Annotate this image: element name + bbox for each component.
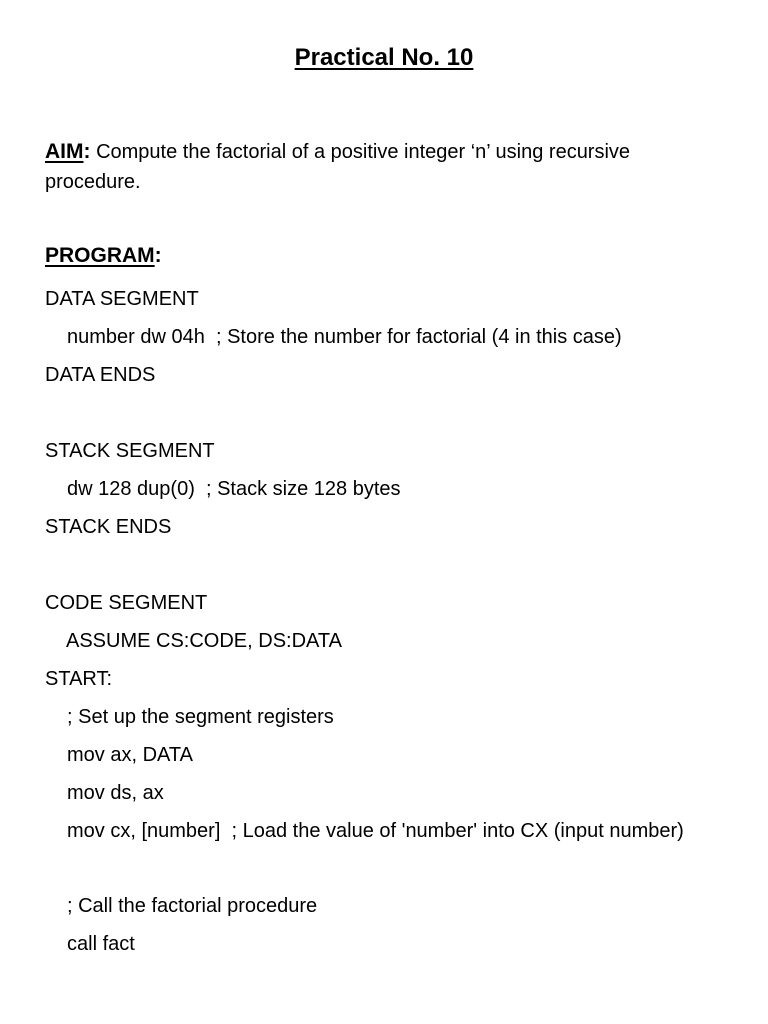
code-line: dw 128 dup(0) ; Stack size 128 bytes [67,478,401,500]
code-line: number dw 04h ; Store the number for factorial (4 in this case) [67,326,622,348]
program-label-text: PROGRAM [45,244,155,267]
aim-paragraph [45,137,685,197]
code-line: call fact [67,933,135,955]
code-line: mov ax, DATA [67,744,193,766]
code-line: DATA ENDS [45,364,156,386]
aim-label-colon: : [83,140,91,163]
code-line: START: [45,668,113,690]
aim-label-text: AIM [45,140,84,163]
page-title: Practical No. 10 [294,44,474,71]
code-line: DATA SEGMENT [45,288,199,310]
code-line: STACK SEGMENT [45,440,215,462]
code-line: CODE SEGMENT [45,592,208,614]
code-line: STACK ENDS [45,516,172,538]
code-line: mov ds, ax [67,782,164,804]
aim-label [45,140,91,163]
code-line: mov cx, [number] ; Load the value of 'number' into CX (input number) [67,820,684,842]
aim-text: Compute the factorial of a positive integer ‘n’ using recursive procedure. [45,141,631,193]
code-line: ; Call the factorial procedure [67,895,318,917]
code-line: ; Set up the segment registers [67,706,334,728]
program-label-colon: : [154,244,162,267]
program-heading [45,244,162,268]
code-line: ASSUME CS:CODE, DS:DATA [66,630,342,652]
